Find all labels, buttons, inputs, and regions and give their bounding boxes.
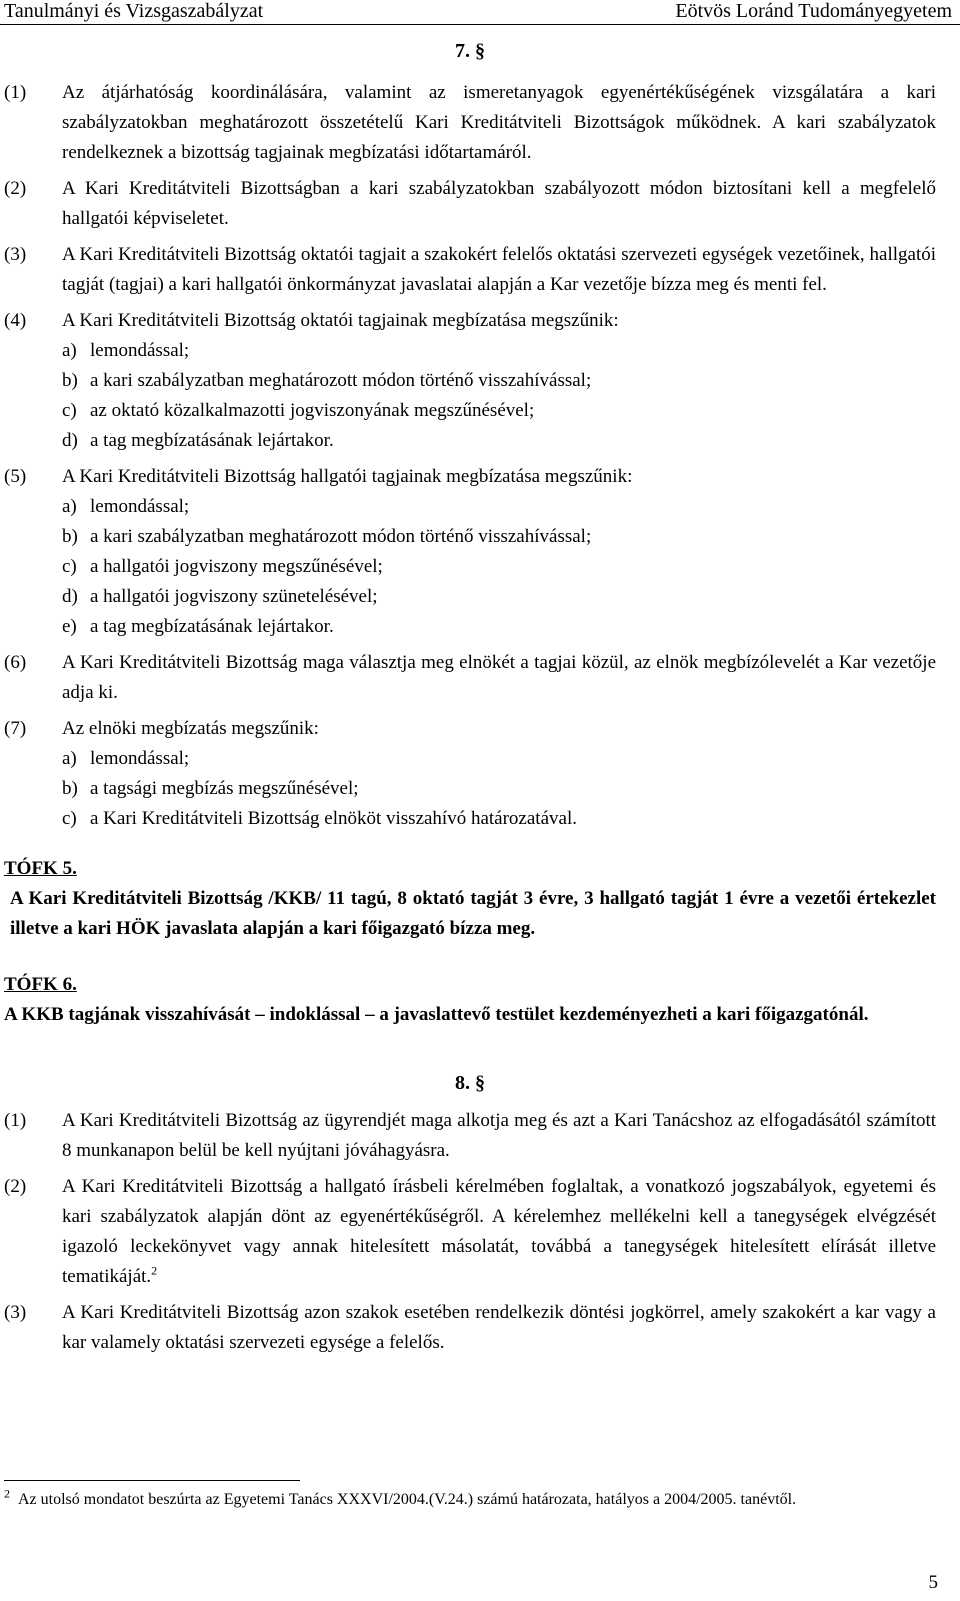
header-rule — [0, 24, 960, 25]
list-item-letter: a) — [62, 748, 77, 769]
list-item-text: a tagsági megbízás megszűnésével; — [90, 778, 359, 799]
list-item-letter: b) — [62, 778, 78, 799]
list-item — [62, 522, 936, 552]
list-item-letter: d) — [62, 586, 78, 607]
list-item-text: a hallgatói jogviszony megszűnésével; — [90, 556, 383, 577]
paragraph-number: (3) — [4, 244, 27, 265]
list-item-text: a kari szabályzatban meghatározott módon történő visszahívással; — [90, 526, 592, 547]
paragraph-text-body: A Kari Kreditátviteli Bizottság a hallgató írásbeli kérelmében foglaltak, a vonatkozó jogszabályok, egyetemi és kari szabályzatok alapján dönt az egyenértékűségről. A kérelemhez mellékelni kell a tanegységek elvégzését igazoló leckekönyvet vagy annak hitelesített másolatát, továbbá a tanegységek hitelesített elírását illetve tematikáját. — [62, 1176, 936, 1287]
list-item — [62, 396, 936, 426]
paragraph-body — [62, 648, 936, 708]
paragraph-number: (6) — [4, 652, 27, 673]
list-item-letter: b) — [62, 526, 78, 547]
list-item-text: a kari szabályzatban meghatározott módon történő visszahívással; — [90, 370, 592, 391]
list-item-text: a tag megbízatásának lejártakor. — [90, 616, 334, 637]
paragraph-text: A Kari Kreditátviteli Bizottság maga választja meg elnökét a tagjai közül, az elnök megbízólevelét a Kar vezetője adja ki. — [62, 652, 936, 703]
paragraph-number: (4) — [4, 310, 27, 331]
paragraph — [4, 78, 936, 168]
paragraph-text: A Kari Kreditátviteli Bizottság az ügyrendjét maga alkotja meg és azt a Kari Tanácshoz az elfogadásától számított 8 munkanapon belül be kell nyújtani jóváhagyásra. — [62, 1110, 936, 1161]
paragraph-number: (3) — [4, 1302, 27, 1323]
list-item — [62, 744, 936, 774]
footnote-ref[interactable]: 2 — [151, 1263, 158, 1278]
paragraph-body — [62, 78, 936, 168]
list-item-letter: c) — [62, 400, 77, 421]
paragraph-text: A Kari Kreditátviteli Bizottságban a kari szabályzatokban szabályozott módon biztosítani kell a megfelelő hallgatói képviseletet. — [62, 178, 936, 229]
list-item — [62, 774, 936, 804]
paragraph-number: (2) — [4, 1176, 27, 1197]
footnote-number: 2 — [4, 1486, 10, 1501]
list-item-text: lemondással; — [90, 496, 190, 517]
document-body — [4, 36, 936, 1364]
paragraph-text — [62, 1172, 936, 1292]
list-item — [62, 552, 936, 582]
list-item-letter: a) — [62, 340, 77, 361]
paragraph — [4, 1298, 936, 1358]
list-item-letter: c) — [62, 556, 77, 577]
list-item-letter: d) — [62, 430, 78, 451]
paragraph-number: (1) — [4, 82, 27, 103]
list-item — [62, 582, 936, 612]
list-item-letter: c) — [62, 808, 77, 829]
paragraph-number: (7) — [4, 718, 27, 739]
list-item — [62, 426, 936, 456]
paragraph-text: A Kari Kreditátviteli Bizottság azon szakok esetében rendelkezik döntési jogkörrel, amely szakokért a kar vagy a kar valamely oktatási szervezeti egysége a felelős. — [62, 1302, 936, 1353]
list-item-text: a Kari Kreditátviteli Bizottság elnököt visszahívó határozatával. — [90, 808, 577, 829]
tofk-6-label: TÓFK 6. — [4, 974, 77, 995]
section-7-title: 7. § — [455, 40, 485, 62]
tofk-5-text: A Kari Kreditátviteli Bizottság /KKB/ 11 tagú, 8 oktató tagját 3 évre, 3 hallgató tagját 1 évre a vezetői értekezlet illetve a kari HÖK javaslata alapján a kari főigazgató bízza meg. — [10, 888, 936, 939]
tofk-5-label: TÓFK 5. — [4, 858, 77, 879]
paragraph-number: (1) — [4, 1110, 27, 1131]
paragraph-body — [62, 306, 936, 456]
list-item-text: lemondással; — [90, 340, 190, 361]
paragraph-text: A Kari Kreditátviteli Bizottság hallgatói tagjainak megbízatása megszűnik: — [62, 466, 633, 487]
tofk-6-text: A KKB tagjának visszahívását – indoklással – a javaslattevő testület kezdeményezheti a kari főigazgatónál. — [4, 1004, 869, 1025]
footnote-rule — [4, 1480, 300, 1481]
list-item-text: a hallgatói jogviszony szünetelésével; — [90, 586, 378, 607]
header-right-title: Eötvös Loránd Tudományegyetem — [675, 0, 952, 22]
list-item-text: lemondással; — [90, 748, 190, 769]
paragraph — [4, 1172, 936, 1292]
list-item — [62, 336, 936, 366]
paragraph — [4, 648, 936, 708]
paragraph-number: (2) — [4, 178, 27, 199]
page-header — [0, 0, 960, 24]
paragraph-text: A Kari Kreditátviteli Bizottság oktatói tagjainak megbízatása megszűnik: — [62, 310, 619, 331]
paragraph — [4, 714, 936, 834]
paragraph — [4, 240, 936, 300]
footnote — [4, 1486, 936, 1511]
footnote-text: Az utolsó mondatot beszúrta az Egyetemi Tanács XXXVI/2004.(V.24.) számú határozata, hatályos a 2004/2005. tanévtől. — [18, 1491, 797, 1508]
list-item — [62, 366, 936, 396]
header-left-title: Tanulmányi és Vizsgaszabályzat — [4, 0, 264, 22]
paragraph-text: A Kari Kreditátviteli Bizottság oktatói tagjait a szakokért felelős oktatási szervezeti egységek vezetőinek, hallgatói tagját (tagjai) a kari hallgatói önkormányzat javaslatai alapján a Kar vezetője bízza meg és menti fel. — [62, 244, 936, 295]
page-number: 5 — [928, 1572, 938, 1593]
list-item-text: a tag megbízatásának lejártakor. — [90, 430, 334, 451]
paragraph — [4, 174, 936, 234]
section-8-title: 8. § — [455, 1072, 485, 1094]
list-item — [62, 492, 936, 522]
paragraph-body — [62, 240, 936, 300]
list-item-letter: a) — [62, 496, 77, 517]
paragraph — [4, 1106, 936, 1166]
paragraph-text: Az átjárhatóság koordinálására, valamint az ismeretanyagok egyenértékűségének vizsgálatára a kari szabályzatokban meghatározott összetételű Kari Kreditátviteli Bizottságok működnek. A kari szabályzatok rendelkeznek a bizottság tagjainak megbízatási időtartamáról. — [62, 82, 936, 163]
list-item-letter: b) — [62, 370, 78, 391]
paragraph-body — [62, 462, 936, 642]
paragraph — [4, 462, 936, 642]
list-item — [62, 804, 936, 834]
paragraph-body — [62, 174, 936, 234]
paragraph — [4, 306, 936, 456]
list-item — [62, 612, 936, 642]
paragraph-number: (5) — [4, 466, 27, 487]
paragraph-text: Az elnöki megbízatás megszűnik: — [62, 718, 319, 739]
list-item-letter: e) — [62, 616, 77, 637]
section-7-paragraphs — [4, 78, 936, 834]
list-item-text: az oktató közalkalmazotti jogviszonyának megszűnésével; — [90, 400, 535, 421]
paragraph-body — [62, 714, 936, 834]
